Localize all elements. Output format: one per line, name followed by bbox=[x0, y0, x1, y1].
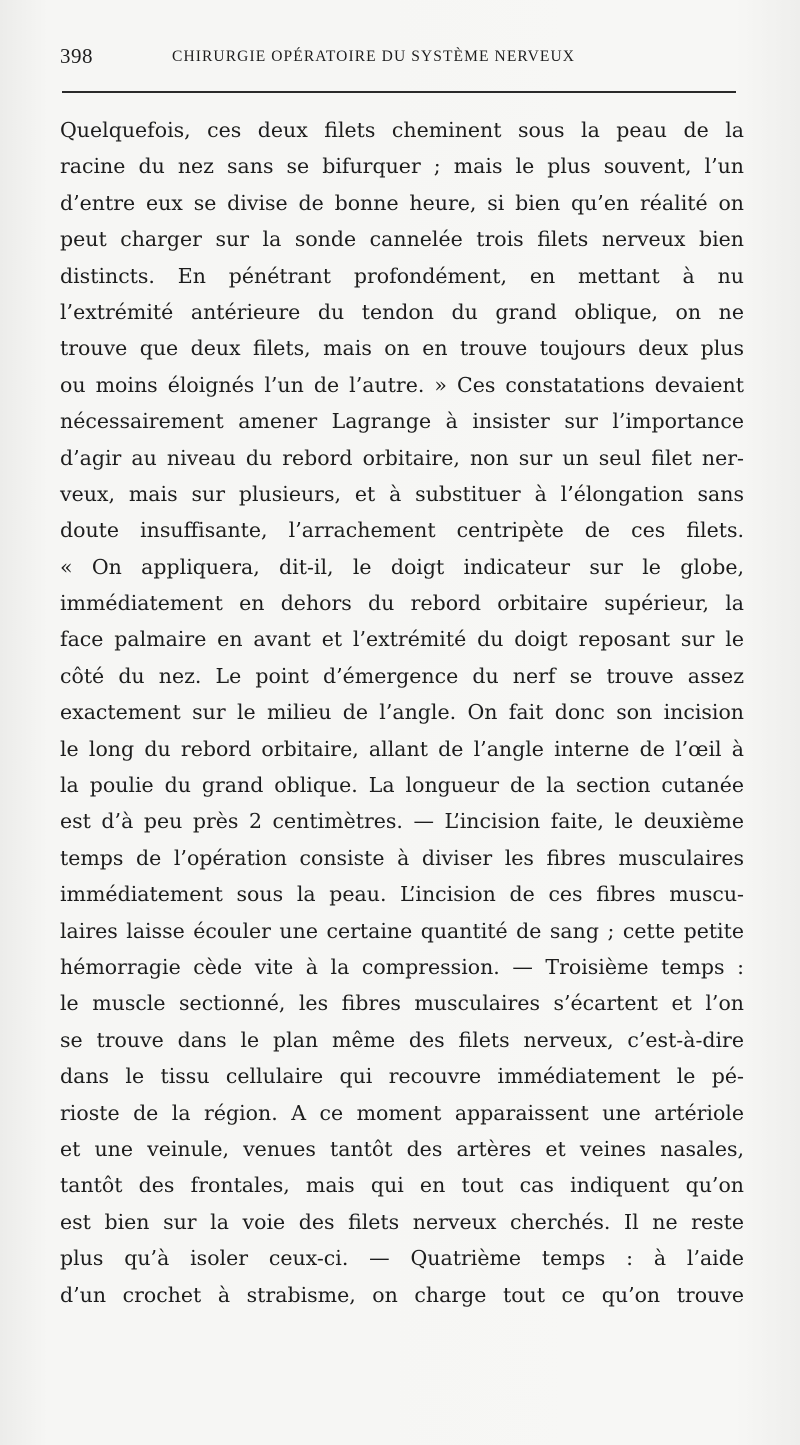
text-line: peut charger sur la sonde cannelée trois filets nerveux bien bbox=[60, 227, 744, 252]
page-number: 398 bbox=[60, 44, 93, 68]
text-line: le long du rebord orbitaire, allant de l’angle interne de l’œil à bbox=[60, 736, 744, 761]
text-line: la poulie du grand oblique. La longueur de la section cutanée bbox=[60, 773, 744, 798]
text-line: trouve que deux filets, mais on en trouve toujours deux plus bbox=[60, 336, 744, 361]
text-line: et une veinule, venues tantôt des artères et veines nasales, bbox=[60, 1136, 744, 1161]
text-line: ou moins éloignés l’un de l’autre. » Ces constatations devaient bbox=[60, 372, 744, 397]
text-line: le muscle sectionné, les fibres musculaires s’écartent et l’on bbox=[60, 991, 744, 1016]
text-line: se trouve dans le plan même des filets nerveux, c’est-à-dire bbox=[60, 1027, 744, 1052]
text-line: immédiatement sous la peau. L’incision de ces fibres muscu- bbox=[60, 882, 744, 907]
body-text bbox=[60, 112, 744, 1313]
text-line: rioste de la région. A ce moment apparaissent une artériole bbox=[60, 1100, 744, 1125]
text-line: dans le tissu cellulaire qui recouvre immédiatement le pé- bbox=[60, 1064, 744, 1089]
text-line: nécessairement amener Lagrange à insister sur l’importance bbox=[60, 409, 744, 434]
text-line: doute insuffisante, l’arrachement centripète de ces filets. bbox=[60, 518, 744, 543]
text-line: exactement sur le milieu de l’angle. On fait donc son incision bbox=[60, 700, 744, 725]
text-line: hémorragie cède vite à la compression. — Troisième temps : bbox=[60, 954, 744, 979]
text-line: d’agir au niveau du rebord orbitaire, non sur un seul filet ner- bbox=[60, 445, 744, 470]
text-line: est d’à peu près 2 centimètres. — L’incision faite, le deuxième bbox=[60, 809, 744, 834]
page-header bbox=[60, 44, 740, 74]
text-line: veux, mais sur plusieurs, et à substituer à l’élongation sans bbox=[60, 481, 744, 506]
text-line: d’entre eux se divise de bonne heure, si bien qu’en réalité on bbox=[60, 190, 744, 215]
text-line: racine du nez sans se bifurquer ; mais le plus souvent, l’un bbox=[60, 154, 744, 179]
text-line: plus qu’à isoler ceux-ci. — Quatrième temps : à l’aide bbox=[60, 1246, 744, 1271]
text-line: l’extrémité antérieure du tendon du grand oblique, on ne bbox=[60, 299, 744, 324]
text-line: côté du nez. Le point d’émergence du nerf se trouve assez bbox=[60, 663, 744, 688]
running-head: CHIRURGIE OPÉRATOIRE DU SYSTÈME NERVEUX bbox=[172, 48, 576, 65]
text-line: distincts. En pénétrant profondément, en mettant à nu bbox=[60, 263, 744, 288]
text-line: tantôt des frontales, mais qui en tout cas indiquent qu’on bbox=[60, 1173, 744, 1198]
text-line: est bien sur la voie des filets nerveux cherchés. Il ne reste bbox=[60, 1209, 744, 1234]
text-line: immédiatement en dehors du rebord orbitaire supérieur, la bbox=[60, 591, 744, 616]
text-line: Quelquefois, ces deux filets cheminent sous la peau de la bbox=[60, 118, 744, 142]
text-line: d’un crochet à strabisme, on charge tout ce qu’on trouve bbox=[60, 1282, 744, 1307]
text-line: « On appliquera, dit-il, le doigt indicateur sur le globe, bbox=[60, 554, 744, 579]
text-line: laires laisse écouler une certaine quantité de sang ; cette petite bbox=[60, 918, 744, 943]
text-line: face palmaire en avant et l’extrémité du doigt reposant sur le bbox=[60, 627, 744, 652]
text-line: temps de l’opération consiste à diviser les fibres musculaires bbox=[60, 845, 744, 870]
header-rule bbox=[62, 91, 736, 93]
